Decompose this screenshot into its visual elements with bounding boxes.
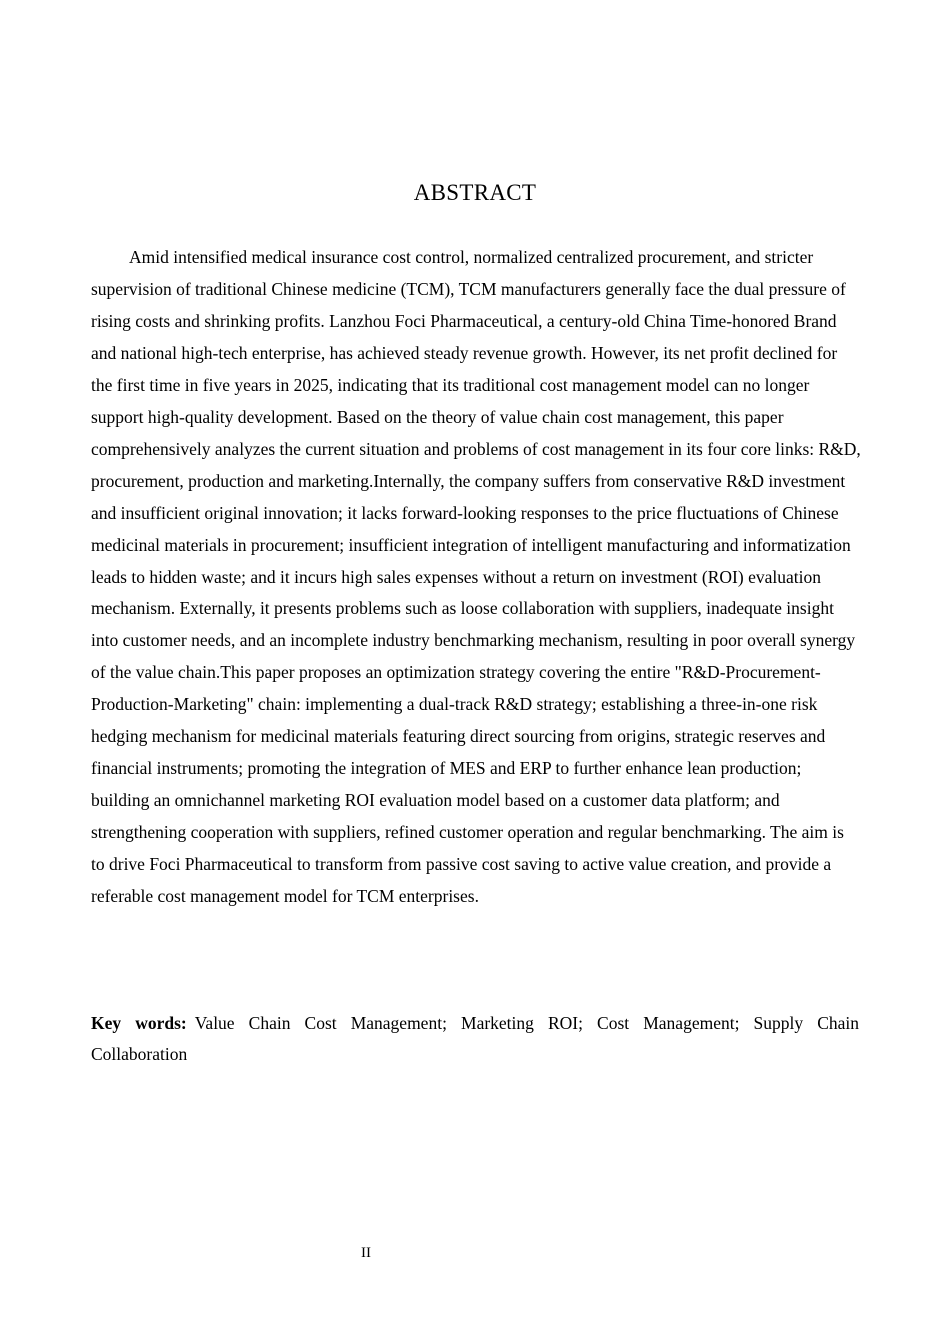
abstract-title: ABSTRACT xyxy=(413,180,537,205)
keywords-label: Key words: xyxy=(91,1013,187,1033)
keywords-paragraph xyxy=(91,1008,859,1070)
keywords-list: Value Chain Cost Management; Marketing ROI; Cost Management; Supply Chain Collaboration xyxy=(91,1013,859,1064)
abstract-body: Amid intensified medical insurance cost control, normalized centralized procurement, and stricter supervision of traditional Chinese medicine (TCM), TCM manufacturers generally face the dual pressure of rising costs and shrinking profits. Lanzhou Foci Pharmaceutical, a century-old China Time-honored Brand and national high-tech enterprise, has achieved steady revenue growth. However, its net profit declined for the first time in five years in 2025, indicating that its traditional cost management model can no longer support high-quality development. Based on the theory of value chain cost management, this paper comprehensively analyzes the current situation and problems of cost management in its four core links: R&D, procurement, production and marketing.Internally, the company suffers from conservative R&D investment and insufficient original innovation; it lacks forward-looking responses to the price fluctuations of Chinese medicinal materials in procurement; insufficient integration of intelligent manufacturing and informatization leads to hidden waste; and it incurs high sales expenses without a return on investment (ROI) evaluation mechanism. Externally, it presents problems such as loose collaboration with suppliers, inadequate insight into customer needs, and an incomplete industry benchmarking mechanism, resulting in poor overall synergy of the value chain.This paper proposes an optimization strategy covering the entire "R&D-Procurement-Production-Marketing" chain: implementing a dual-track R&D strategy; establishing a three-in-one risk hedging mechanism for medicinal materials featuring direct sourcing from origins, strategic reserves and financial instruments; promoting the integration of MES and ERP to further enhance lean production; building an omnichannel marketing ROI evaluation model based on a customer data platform; and strengthening cooperation with suppliers, refined customer operation and regular benchmarking. The aim is to drive Foci Pharmaceutical to transform from passive cost saving to active value creation, and provide a referable cost management model for TCM enterprises. xyxy=(91,247,861,907)
page-number: II xyxy=(361,1245,371,1261)
